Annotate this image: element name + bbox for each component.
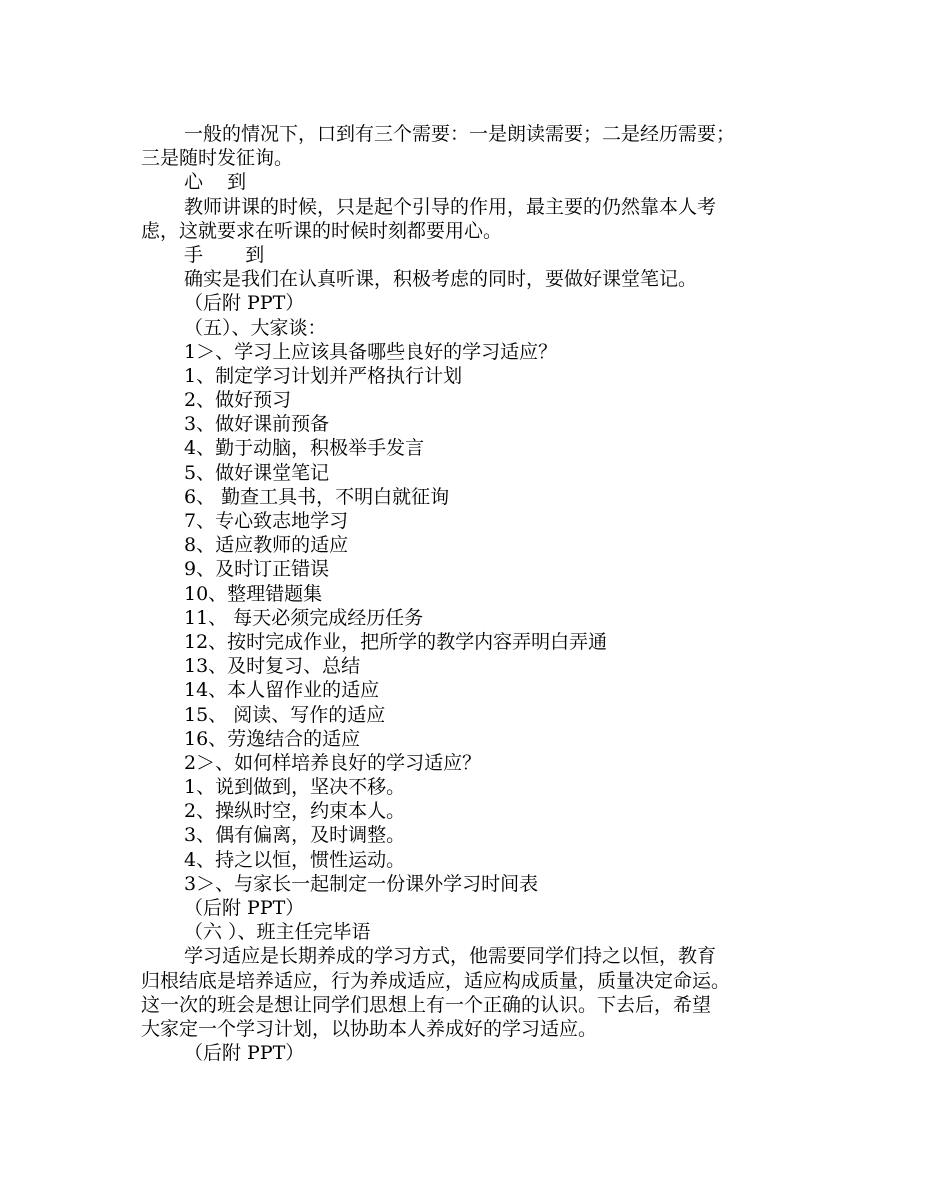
text-line: 三是随时发征询。: [141, 147, 294, 170]
text-line: 13、及时复习、总结: [184, 655, 361, 678]
text-line: 14、本人留作业的适应: [184, 679, 380, 702]
text-line: 心 到: [184, 171, 247, 194]
text-line: 15、 阅读、写作的适应: [184, 703, 386, 726]
text-line: 2、操纵时空，约束本人。: [184, 800, 406, 823]
text-line: 8、适应教师的适应: [184, 534, 349, 557]
text-line: 虑，这就要求在听课的时候时刻都要用心。: [141, 219, 503, 242]
text-line: 这一次的班会是想让同学们思想上有一个正确的认识。下去后，希望: [141, 993, 712, 1016]
text-line: 2＞、如何样培养良好的学习适应？: [184, 751, 482, 774]
text-line: 归根结底是培养适应，行为养成适应，适应构成质量，质量决定命运。: [141, 969, 731, 992]
text-line: 1＞、学习上应该具备哪些良好的学习适应？: [184, 340, 558, 363]
text-line: 学习适应是长期养成的学习方式，他需要同学们持之以恒，教育: [184, 945, 717, 968]
text-line: 教师讲课的时候，只是起个引导的作用，最主要的仍然靠本人考: [184, 195, 717, 218]
text-line: 4、勤于动脑，积极举手发言: [184, 437, 425, 460]
text-line: 1、制定学习计划并严格执行计划: [184, 364, 463, 387]
text-line: 3、做好课前预备: [184, 413, 330, 436]
text-line: 11、 每天必须完成经历任务: [184, 606, 424, 629]
text-line: （六 ）、班主任完毕语: [184, 921, 371, 944]
text-line: 手 到: [184, 243, 265, 266]
text-line: 1、说到做到，坚决不移。: [184, 776, 406, 799]
document-page: [141, 122, 821, 1065]
text-line: （后附 PPT）: [184, 897, 305, 919]
text-line: 4、持之以恒，惯性运动。: [184, 848, 406, 871]
text-line: 3、偶有偏离，及时调整。: [184, 824, 406, 847]
text-line: 7、专心致志地学习: [184, 510, 349, 532]
text-line: 10、整理错题集: [184, 582, 323, 605]
text-line: 3＞、与家长一起制定一份课外学习时间表: [184, 872, 539, 895]
text-line: 大家定一个学习计划，以协助本人养成好的学习适应。: [141, 1017, 598, 1040]
text-line: 一般的情况下，口到有三个需要：一是朗读需要；二是经历需要；: [184, 123, 736, 145]
text-line: 6、 勤查工具书，不明白就征询: [184, 485, 450, 508]
text-line: 5、做好课堂笔记: [184, 461, 330, 484]
text-line: 16、劳逸结合的适应: [184, 727, 361, 750]
text-line: 12、按时完成作业，把所学的教学内容弄明白弄通: [184, 630, 608, 653]
text-line: （后附 PPT）: [184, 1042, 305, 1065]
text-line: （后附 PPT）: [184, 292, 305, 315]
text-line: 9、及时订正错误: [184, 558, 330, 581]
text-line: （五）、大家谈：: [184, 316, 327, 339]
text-line: 确实是我们在认真听课，积极考虑的同时，要做好课堂笔记。: [184, 268, 698, 291]
text-line: 2、做好预习: [184, 389, 292, 412]
